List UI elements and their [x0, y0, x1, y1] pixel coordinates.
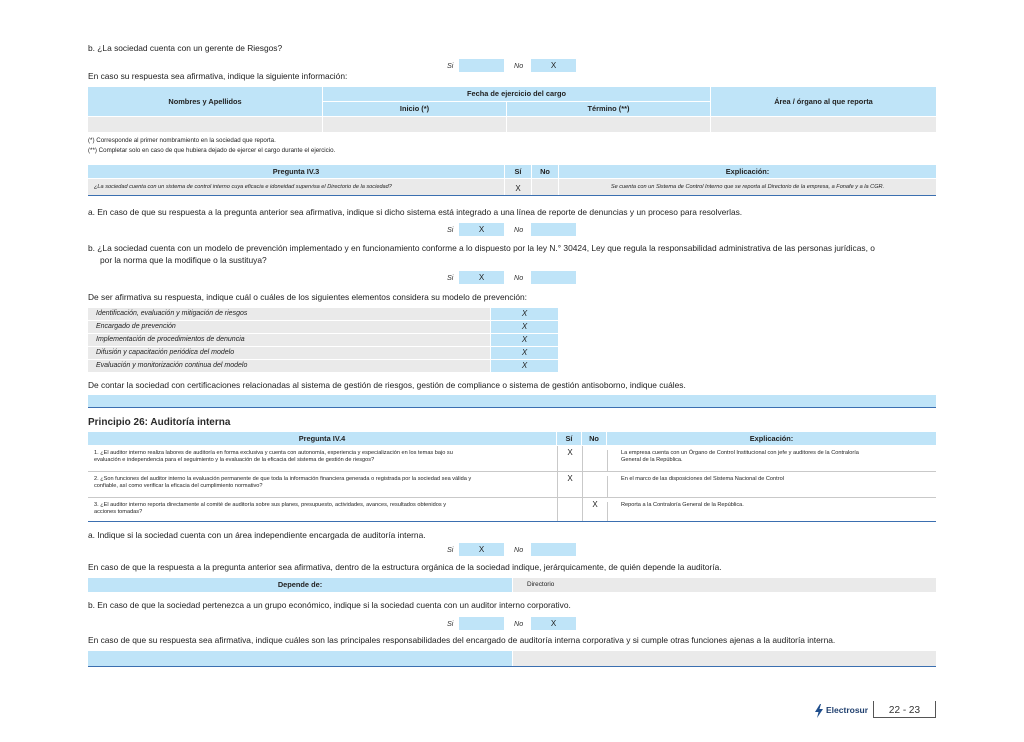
- cell-names[interactable]: [88, 117, 322, 132]
- iv3-question: ¿La sociedad cuenta con un sistema de control interno cuya eficacia e idoneidad supervisa el Directorio de la sociedad?: [88, 179, 504, 195]
- brand-name: Electrosur: [826, 705, 869, 715]
- iv3-header-si: Sí: [505, 165, 531, 178]
- no-label: No: [514, 273, 524, 282]
- no-answer-box[interactable]: [531, 543, 576, 556]
- question-risk-manager: b. ¿La sociedad cuenta con un gerente de Riesgos?: [88, 43, 283, 53]
- no-answer-box[interactable]: [531, 271, 576, 284]
- question-prevention-model-cont: por la norma que la modifique o la sustituya?: [100, 255, 267, 265]
- no-answer-box[interactable]: X: [531, 617, 576, 630]
- iv3-header-pregunta: Pregunta IV.3: [88, 165, 504, 178]
- iv4-no-value[interactable]: X: [582, 498, 607, 521]
- hierarchy-question: En caso de que la respuesta a la pregunta anterior sea afirmativa, dentro de la estructura orgánica de la sociedad indique, jerárquicamente, de quién depende la auditoría.: [88, 562, 722, 572]
- iv4-no-value[interactable]: [582, 472, 607, 497]
- iv4-no-value[interactable]: [582, 446, 607, 471]
- no-label: No: [514, 61, 524, 70]
- iv3-si-value[interactable]: X: [505, 179, 531, 195]
- iv4-question-line: acciones tomadas?: [94, 509, 143, 515]
- certifications-bottom-rule: [88, 407, 936, 408]
- corporate-bottom-rule: [88, 666, 936, 667]
- cell-inicio[interactable]: [323, 117, 506, 132]
- manager-table: [88, 87, 936, 132]
- iv4-explanation-line: En el marco de las disposiciones del Sistema Nacional de Control: [621, 476, 784, 482]
- iv4-question-line: confiable, así como verificar la eficacia del cumplimiento normativo?: [94, 483, 263, 489]
- prevention-item-label: Implementación de procedimientos de denuncia: [88, 334, 490, 346]
- certifications-question: De contar la sociedad con certificaciones relacionadas al sistema de gestión de riesgos, gestión de compliance o sistema de gestión antisoborno, indique cuáles.: [88, 380, 686, 390]
- iv4-explanation: [607, 450, 934, 471]
- si-label: Si: [447, 619, 454, 628]
- iv4-header-explicacion: Explicación:: [607, 432, 936, 445]
- iv4-si-value[interactable]: X: [557, 472, 582, 497]
- iv4-si-value[interactable]: [557, 498, 582, 521]
- prevention-item-value[interactable]: X: [491, 347, 558, 359]
- iv3-bottom-rule: [88, 195, 936, 196]
- info-intro: En caso su respuesta sea afirmativa, indique la siguiente información:: [88, 71, 348, 81]
- no-label: No: [514, 619, 524, 628]
- certifications-answer-field[interactable]: [88, 395, 936, 407]
- iv4-explanation: [607, 476, 934, 497]
- iv4-explanation: [607, 502, 934, 521]
- question-reporting-line: a. En caso de que su respuesta a la pregunta anterior sea afirmativa, indique si dicho sistema está integrado a una línea de reporte de denuncias y un proceso para resolverlas.: [88, 207, 743, 217]
- table-row: [88, 446, 936, 472]
- iv3-header-no: No: [532, 165, 558, 178]
- footnote-2: (**) Completar solo en caso de que hubiera dejado de ejercer el cargo durante el ejercicio.: [88, 147, 336, 154]
- iv3-header-explicacion: Explicación:: [559, 165, 936, 178]
- si-answer-box[interactable]: [459, 59, 504, 72]
- table-row: [88, 498, 936, 521]
- no-answer-box[interactable]: [531, 223, 576, 236]
- iv4-question-line: 1. ¿El auditor interno realiza labores de auditoría en forma exclusiva y cuenta con autonomía, experiencia y especialización en los temas bajo su: [94, 450, 453, 456]
- si-answer-box[interactable]: X: [459, 543, 504, 556]
- prevention-item-value[interactable]: X: [491, 308, 558, 320]
- footnote-1: (*) Corresponde al primer nombramiento en la sociedad que reporta.: [88, 137, 276, 144]
- no-label: No: [514, 225, 524, 234]
- cell-area[interactable]: [711, 117, 936, 132]
- corporate-answer-field[interactable]: [88, 651, 512, 666]
- list-item: [88, 347, 558, 360]
- prevention-elements-table: [88, 308, 558, 373]
- no-label: No: [514, 545, 524, 554]
- iv4-explanation-line: General de la República.: [621, 457, 683, 463]
- iv4-question-line: 3. ¿El auditor interno reporta directamente al comité de auditoría sobre sus planes, presupuesto, actividades, avances, resultados obtenidos y: [94, 502, 446, 508]
- list-item: [88, 334, 558, 347]
- iv3-explanation: Se cuenta con un Sistema de Control Interno que se reporta al Directorio de la empresa, a Fonafe y a la CGR.: [559, 179, 936, 195]
- si-label: Si: [447, 545, 454, 554]
- iv4-question-line: 2. ¿Son funciones del auditor interno la evaluación permanente de que toda la información financiera generada o registrada por la sociedad sea válida y: [94, 476, 472, 482]
- col-fecha-header: Fecha de ejercicio del cargo: [323, 87, 710, 101]
- prevention-item-label: Encargado de prevención: [88, 321, 490, 333]
- iv4-header-pregunta: Pregunta IV.4: [88, 432, 556, 445]
- si-answer-box[interactable]: X: [459, 271, 504, 284]
- prevention-item-label: Identificación, evaluación y mitigación de riesgos: [88, 308, 490, 320]
- iv4-bottom-rule: [88, 521, 936, 522]
- si-label: Si: [447, 273, 454, 282]
- iv4-question: [94, 502, 554, 516]
- depende-label: Depende de:: [88, 578, 512, 592]
- prevention-item-value[interactable]: X: [491, 360, 558, 372]
- iv4-header-no: No: [582, 432, 606, 445]
- list-item: [88, 360, 558, 373]
- si-label: Si: [447, 225, 454, 234]
- table-row: [88, 472, 936, 498]
- question-audit-area: a. Indique si la sociedad cuenta con un área independiente encargada de auditoría interna.: [88, 530, 426, 540]
- iv4-explanation-line: Reporta a la Contraloría General de la República.: [621, 502, 744, 508]
- prevention-intro: De ser afirmativa su respuesta, indique cuál o cuáles de los siguientes elementos considera su modelo de prevención:: [88, 292, 528, 302]
- list-item: [88, 308, 558, 321]
- iv3-no-value[interactable]: [532, 179, 558, 195]
- col-names-header: Nombres y Apellidos: [88, 87, 322, 116]
- electrosur-bolt-icon: [814, 704, 824, 718]
- si-answer-box[interactable]: X: [459, 223, 504, 236]
- col-area-header: Área / órgano al que reporta: [711, 87, 936, 116]
- corporate-responsibilities-question: En caso de que su respuesta sea afirmativa, indique cuáles son las principales responsabilidades del encargado de auditoría interna corporativa y si cumple otras funciones ajenas a la auditoría interna.: [88, 635, 836, 645]
- list-item: [88, 321, 558, 334]
- prevention-item-label: Evaluación y monitorización continua del modelo: [88, 360, 490, 372]
- iv4-si-value[interactable]: X: [557, 446, 582, 471]
- iv4-explanation-line: La empresa cuenta con un Órgano de Control Institucional con jefe y auditores de la Contraloría: [621, 450, 859, 456]
- corporate-answer-field-secondary[interactable]: [513, 651, 936, 666]
- prevention-item-label: Difusión y capacitación periódica del modelo: [88, 347, 490, 359]
- page-number: 22 - 23: [873, 701, 936, 718]
- question-prevention-model: b. ¿La sociedad cuenta con un modelo de prevención implementado y en funcionamiento conforme a lo dispuesto por la ley N.° 30424, Ley que regula la responsabilidad administrativa de las personas jurídicas, o: [88, 243, 875, 253]
- prevention-item-value[interactable]: X: [491, 334, 558, 346]
- question-corporate-auditor: b. En caso de que la sociedad pertenezca a un grupo económico, indique si la sociedad cuenta con un auditor interno corporativo.: [88, 600, 571, 610]
- col-termino-header: Término (**): [507, 102, 710, 116]
- si-answer-box[interactable]: [459, 617, 504, 630]
- depende-value[interactable]: Directorio: [513, 578, 936, 592]
- prevention-item-value[interactable]: X: [491, 321, 558, 333]
- iv4-header-si: Sí: [557, 432, 581, 445]
- cell-termino[interactable]: [507, 117, 710, 132]
- principle-26-title: Principio 26: Auditoría interna: [88, 417, 231, 428]
- iv4-question: [94, 450, 554, 464]
- no-answer-box[interactable]: X: [531, 59, 576, 72]
- table-iv3: [88, 165, 936, 196]
- col-inicio-header: Inicio (*): [323, 102, 506, 116]
- iv4-question: [94, 476, 554, 490]
- iv4-question-line: evaluación e independencia para el seguimiento y la evaluación de la eficacia del sistema de gestión de riesgos?: [94, 457, 375, 463]
- si-label: Si: [447, 61, 454, 70]
